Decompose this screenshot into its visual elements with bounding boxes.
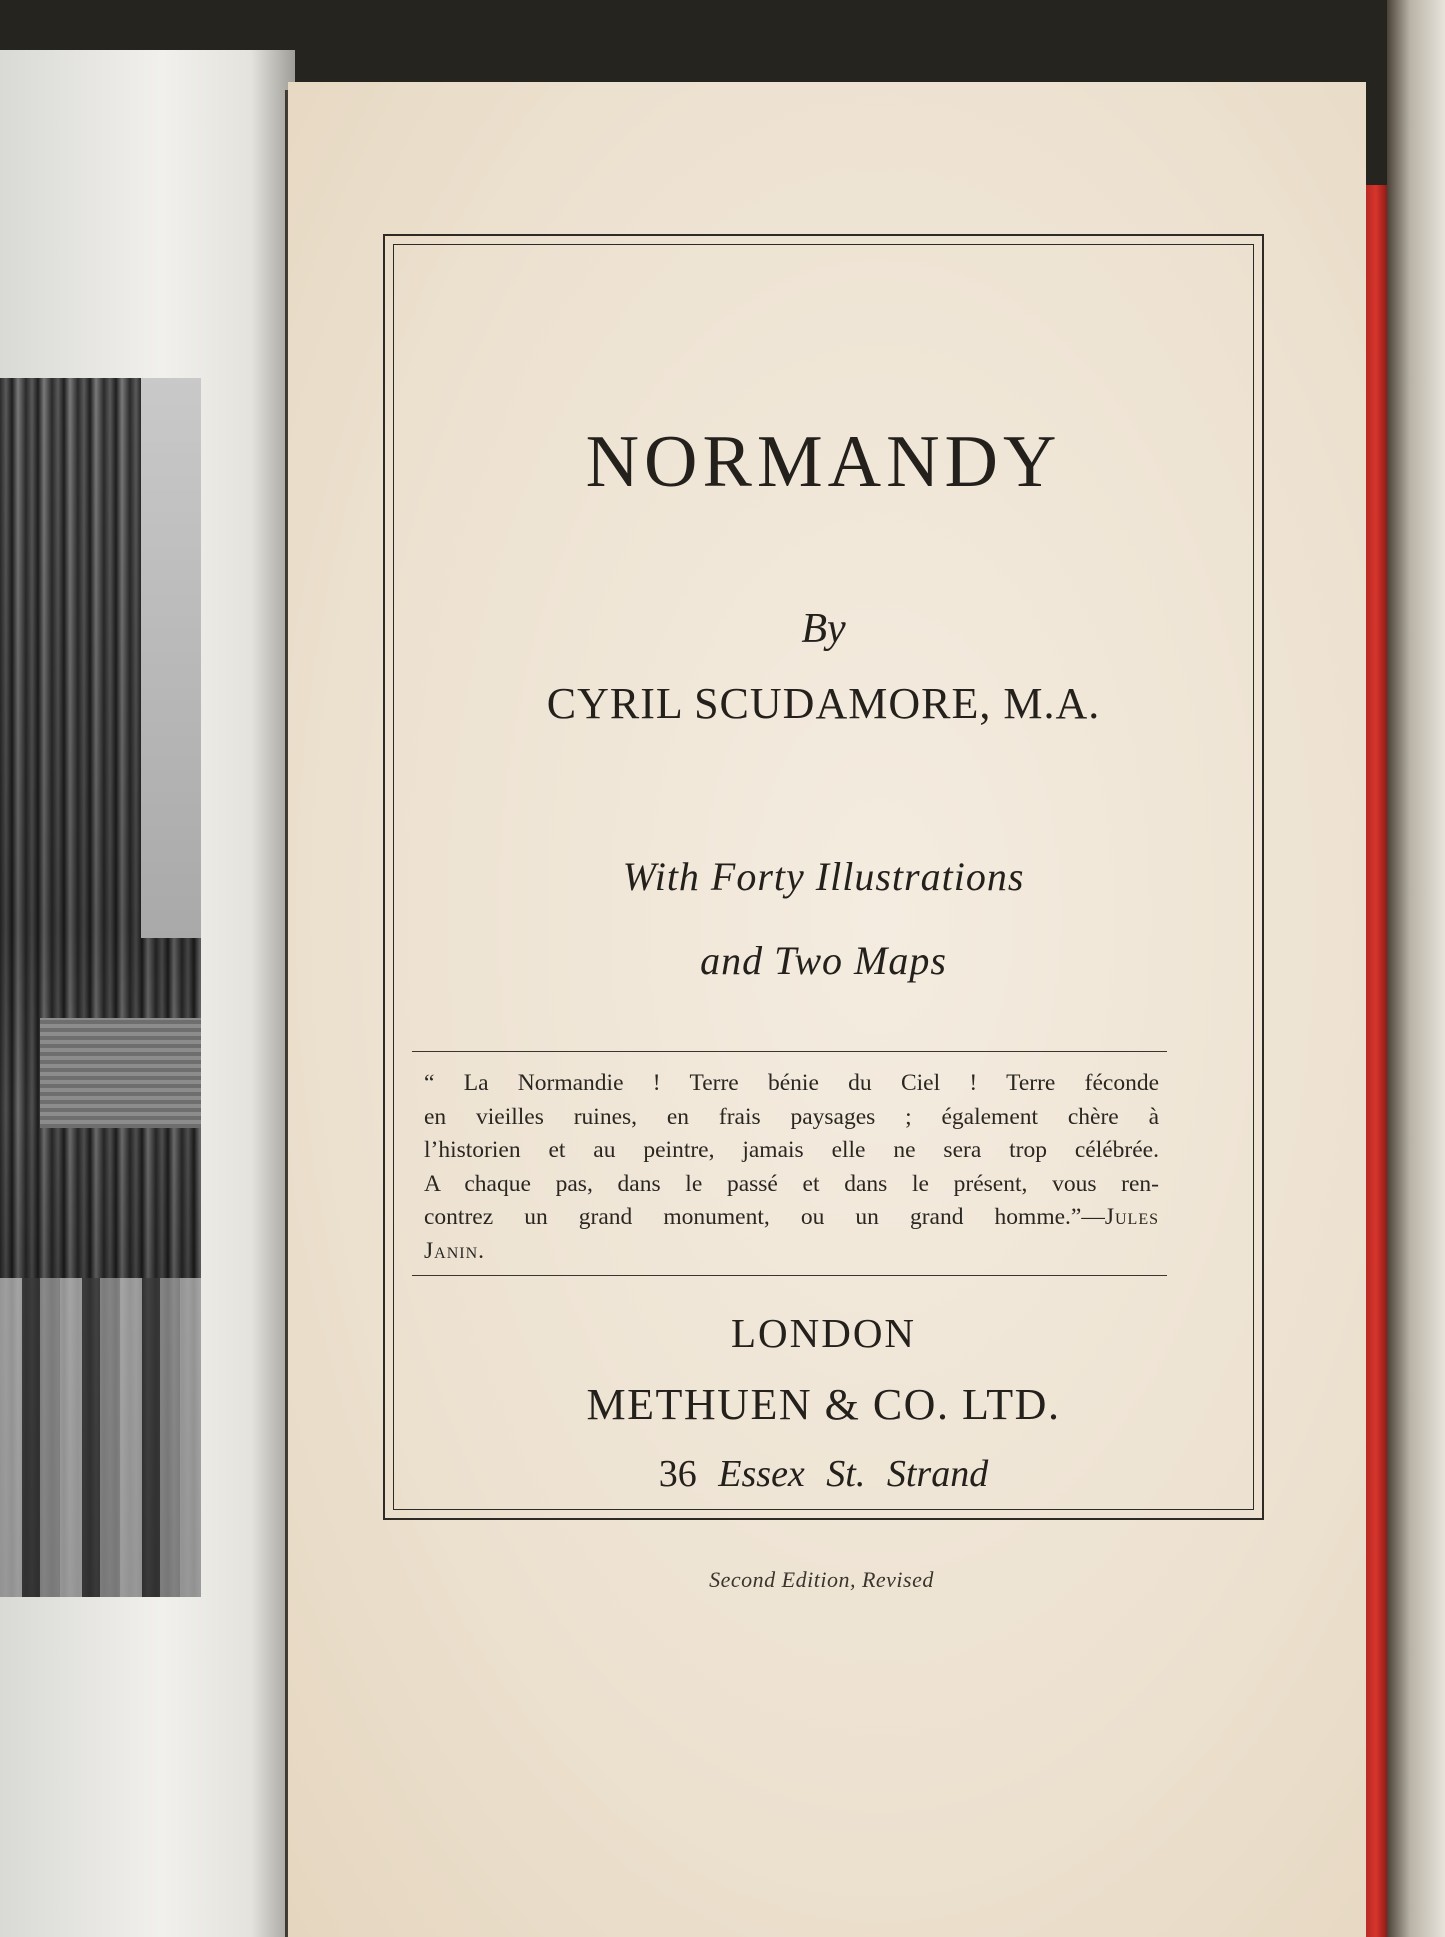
address-number: 36 [658,1453,697,1495]
illustrations-line-2: and Two Maps [700,938,947,983]
imprint-address [394,1452,1253,1496]
illustrations-line-1: With Forty Illustrations [622,854,1025,899]
background-shadow [1387,0,1445,1937]
epigraph-quote [424,1067,1159,1268]
author-name: CYRIL SCUDAMORE, M.A. [546,679,1101,728]
by-label: By [801,606,846,652]
imprint-city: LONDON [730,1310,917,1356]
quote-line-1: “ La Normandie ! Terre bénie du Ciel ! Terre féconde [424,1070,1159,1096]
frontispiece-photo [0,378,201,1597]
photo-roof [40,1018,201,1128]
imprint-publisher: METHUEN & CO. LTD. [586,1380,1061,1429]
quote-attribution-first: Jules [1104,1204,1159,1230]
inner-border-frame [393,244,1254,1510]
edition-note: Second Edition, Revised [709,1567,934,1592]
quote-top-rule [412,1051,1167,1052]
left-page [0,50,295,1937]
quote-line-4: A chaque pas, dans le passé et dans le présent, vous ren- [424,1170,1159,1197]
title-page [288,82,1366,1937]
photo-sky [141,378,201,938]
book-title: NORMANDY [585,421,1062,503]
address-street: Essex St. Strand [718,1453,989,1495]
quote-line-2: en vieilles ruines, en frais paysages ; également chère à [424,1103,1159,1130]
quote-attribution-last: Janin. [424,1237,486,1264]
quote-line-3: l’historien et au peintre, jamais elle ne sera trop célébrée. [424,1137,1159,1163]
quote-bottom-rule [412,1275,1167,1276]
photo-facade [0,1278,201,1597]
quote-line-5-text: contrez un grand monument, ou un grand homme.”— [424,1204,1105,1230]
quote-line-5 [424,1201,1159,1235]
border-frame [383,234,1264,1520]
red-cover-edge [1365,185,1387,1937]
